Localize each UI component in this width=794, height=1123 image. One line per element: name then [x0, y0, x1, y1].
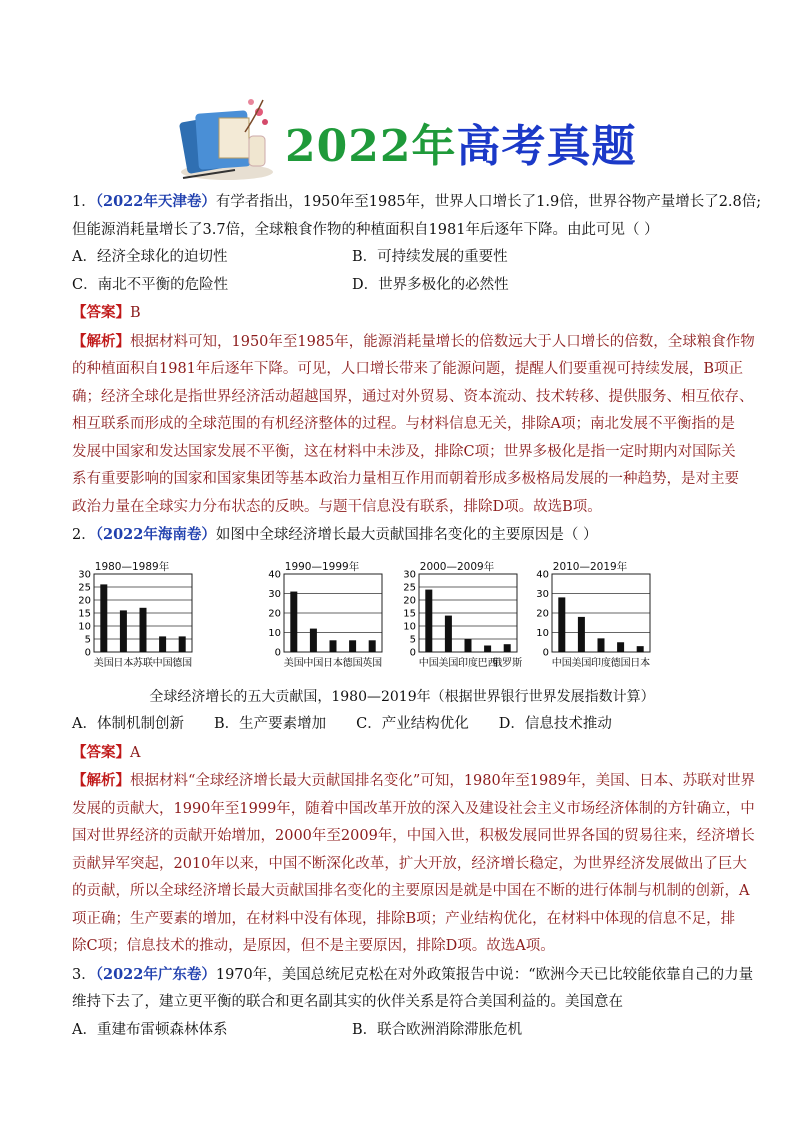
q1-analysis-line — [72, 328, 755, 357]
q1-answer-tag: 【答案】 — [72, 304, 130, 321]
q3-option-a: A．重建布雷顿森林体系 — [72, 1021, 228, 1038]
y-tick-label: 30 — [268, 588, 281, 600]
q1-analysis-line: 政治力量在全球实力分布状态的反映。与题干信息没有联系，排除D项。故选B项。 — [72, 498, 602, 515]
x-tick-label: 中国 — [152, 657, 173, 669]
bar — [310, 628, 317, 651]
x-tick-label: 英国 — [362, 657, 383, 669]
y-tick-label: 40 — [268, 569, 281, 580]
q1-option-d: D．世界多极化的必然性 — [352, 276, 509, 293]
chart-title: 2010—2019年 — [552, 560, 628, 573]
bar — [425, 589, 432, 651]
bar — [445, 615, 452, 651]
q1-stem-text: 有学者指出，1950年至1985年，世界人口增长了1.9倍，世界谷物产量增长了2.8倍; — [215, 194, 762, 210]
bar — [484, 645, 491, 652]
y-tick-label: 15 — [403, 608, 416, 619]
y-tick-label: 0 — [409, 647, 416, 658]
y-tick-label: 10 — [268, 627, 281, 639]
y-tick-label: 20 — [403, 595, 416, 606]
chart-plot — [262, 568, 387, 680]
bar — [120, 610, 127, 652]
y-tick-label: 30 — [403, 569, 416, 580]
q2-option-a: A．体制机制创新 — [72, 716, 184, 732]
x-tick-label: 德国 — [342, 657, 363, 669]
title-banner — [175, 92, 635, 182]
q3-number: 3． — [72, 966, 96, 983]
x-tick-label: 巴西 — [477, 657, 498, 669]
q2-analysis-line: 除C项；信息技术的推动，是原因，但不是主要原因，排除D项。故选A项。 — [72, 938, 555, 954]
q1-stem-line1 — [72, 188, 762, 217]
q2-analysis-text: 根据材料“全球经济增长最大贡献国排名变化”可知，1980年至1989年，美国、日本、苏联对世界 — [130, 773, 756, 789]
q2-analysis-line: 发展的贡献大，1990年至1999年，随着中国改革开放的深入及建设社会主义市场经济体制的方针确立，中 — [72, 800, 755, 817]
q1-analysis-line: 相互联系而形成的全球范围的有机经济整体的过程。与材料信息无关，排除A项；南北发展不平衡指的是 — [72, 416, 735, 432]
q2-analysis-line: 国对世界经济的贡献开始增加，2000年至2009年，中国入世，积极发展同世界各国的贸易往来，经济增长 — [72, 828, 755, 844]
bar — [349, 640, 356, 652]
q2-option-d: D．信息技术推动 — [498, 716, 612, 732]
q3-option-b: B．联合欧洲消除滞胀危机 — [352, 1021, 523, 1038]
bar — [558, 597, 565, 652]
x-tick-label: 美国 — [93, 657, 114, 669]
x-tick-label: 德国 — [172, 657, 193, 669]
y-tick-label: 5 — [409, 634, 416, 645]
bar — [159, 636, 166, 652]
q2-analysis-tag: 【解析】 — [72, 772, 130, 789]
q2-answer-value: A — [130, 744, 141, 761]
y-tick-label: 30 — [78, 569, 91, 580]
y-tick-label: 0 — [542, 647, 549, 658]
q1-options-row2 — [72, 272, 732, 300]
q2-analysis-line: 的贡献，所以全球经济增长最大贡献国排名变化的主要原因是就是中国在不断的进行体制与机制的创新，A — [72, 883, 750, 899]
y-tick-label: 0 — [84, 647, 91, 658]
books-illustration — [175, 92, 275, 182]
x-tick-label: 中国 — [303, 657, 324, 669]
q2-options — [72, 711, 732, 739]
bar — [578, 616, 585, 651]
chart-title: 1980—1989年 — [94, 560, 170, 573]
q2-chart-caption: 全球经济增长的五大贡献国，1980—2019年（根据世界银行世界发展指数计算） — [149, 688, 655, 705]
question-content — [72, 188, 762, 1044]
q1-source: （2022年天津卷） — [95, 193, 216, 210]
q1-options-row1 — [72, 244, 732, 272]
y-tick-label: 0 — [274, 647, 281, 658]
q1-stem-line2: 但能源消耗量增长了3.7倍，全球粮食作物的种植面积自1981年后逐年下降。由此可见（ ） — [72, 221, 659, 238]
y-tick-label: 5 — [84, 634, 91, 645]
q3-options-row1 — [72, 1017, 732, 1045]
title-main: 高考真题 — [456, 121, 637, 172]
x-tick-label: 美国 — [438, 657, 459, 669]
bar — [465, 639, 472, 652]
bar — [617, 642, 624, 652]
q1-number: 1． — [72, 194, 96, 210]
x-tick-label: 德国 — [610, 657, 631, 669]
chart-plot — [397, 568, 522, 680]
x-tick-label: 日本 — [630, 657, 651, 669]
bar — [637, 646, 644, 652]
bar — [369, 640, 376, 652]
y-tick-label: 10 — [403, 621, 416, 632]
q2-source: （2022年海南卷） — [95, 526, 216, 543]
bar — [330, 640, 337, 652]
q1-option-b: B．可持续发展的重要性 — [352, 249, 508, 265]
q1-analysis-tag: 【解析】 — [72, 332, 130, 350]
x-tick-label: 美国 — [283, 657, 304, 669]
y-tick-label: 25 — [78, 582, 91, 593]
q2-analysis-line: 项正确；生产要素的增加，在材料中没有体现，排除B项；产业结构优化，在材料中体现的信息不足，排 — [72, 910, 736, 927]
x-tick-label: 日本 — [113, 657, 134, 669]
q2-analysis — [72, 767, 756, 961]
q1-option-a: A．经济全球化的迫切性 — [72, 249, 228, 265]
chart-title: 1990—1999年 — [284, 560, 360, 573]
x-tick-label: 日本 — [323, 657, 343, 669]
q2-answer-tag: 【答案】 — [72, 743, 130, 761]
q2-option-c: C．产业结构优化 — [356, 716, 469, 732]
q3-stem-line1 — [72, 961, 754, 990]
x-tick-label: 苏联 — [133, 657, 153, 669]
x-tick-label: 俄罗斯 — [492, 657, 522, 669]
y-tick-label: 10 — [78, 621, 91, 632]
q1-answer — [72, 299, 732, 328]
y-tick-label: 25 — [403, 582, 416, 593]
y-tick-label: 20 — [536, 608, 549, 619]
bar — [100, 584, 107, 652]
q3-stem-text: 1970年，美国总统尼克松在对外政策报告中说：“欧洲今天已比较能依靠自己的力量 — [215, 966, 754, 983]
q2-number: 2． — [72, 527, 96, 543]
q2-stem — [72, 521, 732, 550]
q1-analysis-line: 确；经济全球化是指世界经济活动超越国界，通过对外贸易、资本流动、技术转移、提供服务、相互依存、 — [72, 388, 754, 405]
q2-stem-text: 如图中全球经济增长最大贡献国排名变化的主要原因是（ ） — [215, 527, 598, 543]
q2-charts — [72, 554, 732, 682]
bar — [598, 638, 605, 652]
q1-analysis-text: 根据材料可知，1950年至1985年，能源消耗量增长的倍数远大于人口增长的倍数，全球粮食作物 — [130, 333, 755, 350]
y-tick-label: 30 — [536, 588, 549, 600]
chart-plot — [530, 568, 655, 680]
bar — [290, 591, 297, 651]
q3-source: （2022年广东卷） — [95, 965, 216, 983]
x-tick-label: 印度 — [458, 657, 478, 669]
title-year: 2022年 — [285, 121, 457, 172]
q1-analysis-line: 发展中国家和发达国家发展不平衡，这在材料中未涉及，排除C项；世界多极化是指一定时期内对国际关 — [72, 443, 736, 460]
x-tick-label: 中国 — [418, 657, 439, 669]
q2-analysis-line: 贡献异军突起，2010年以来，中国不断深化改革，扩大开放，经济增长稳定，为世界经济发展做出了巨大 — [72, 855, 747, 872]
q1-option-c: C．南北不平衡的危险性 — [72, 276, 229, 293]
bar-chart-2 — [262, 554, 382, 674]
q1-analysis-line: 系有重要影响的国家和国家集团等基本政治力量相互作用而朝着形成多极格局发展的一种趋势，是对主要 — [72, 471, 739, 487]
bar-chart-3 — [397, 554, 522, 674]
page-title — [285, 110, 636, 174]
q1-answer-value: B — [130, 305, 141, 321]
bar-chart-1 — [72, 554, 192, 674]
chart-title: 2000—2009年 — [419, 560, 495, 573]
q2-option-b: B．生产要素增加 — [213, 716, 327, 732]
x-tick-label: 印度 — [591, 657, 611, 669]
q2-analysis-line — [72, 767, 756, 796]
bar — [140, 607, 147, 651]
y-tick-label: 20 — [268, 608, 281, 619]
q2-answer — [72, 739, 732, 768]
q3-stem-line2: 维持下去了，建立更平衡的联合和更名副其实的伙伴关系是符合美国利益的。美国意在 — [72, 994, 623, 1010]
x-tick-label: 中国 — [551, 657, 572, 669]
q1-analysis-line: 的种植面积自1981年后逐年下降。可见，人口增长带来了能源问题，提醒人们要重视可持续发展，B项正 — [72, 361, 744, 377]
chart-plot — [72, 568, 197, 680]
y-tick-label: 15 — [78, 608, 91, 619]
q1-analysis — [72, 328, 755, 522]
x-tick-label: 美国 — [571, 657, 592, 669]
bar-chart-4 — [530, 554, 650, 674]
bar — [179, 636, 186, 652]
bar — [504, 644, 511, 652]
y-tick-label: 10 — [536, 627, 549, 639]
y-tick-label: 20 — [78, 595, 91, 606]
y-tick-label: 40 — [536, 569, 549, 580]
